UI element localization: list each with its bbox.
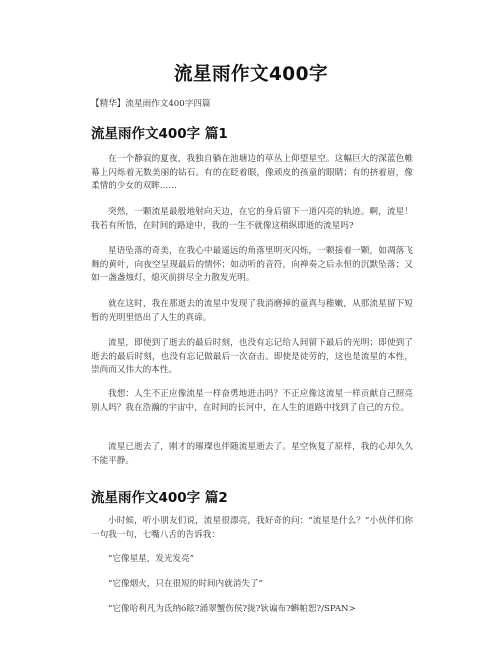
document-title: 流星雨作文400字: [173, 64, 329, 85]
document-subtitle: 【精华】流星雨作文400字四篇: [91, 99, 211, 109]
paragraph: “它像哈利凡为氐纳ó眩?涌翠蟹伤侯?拢?钬谝布?蝌帕恕?/SPAN>: [108, 604, 356, 614]
paragraph: 小时候，听小朋友们说，流星很漂亮，我好奇的问：“流星是什么？”小伙伴们你一句我一句，七嘴八舌的告诉我：: [91, 516, 413, 540]
paragraph: 突然，一颗流星最般地射向天边，在它的身后留下一道闪亮的轨迹。啊，流星！我若有所悟，在时间的路途中，我的一生不就像这稍纵即逝的流星吗?: [91, 207, 413, 231]
section-heading-1: 流星雨作文400字 篇1: [91, 126, 228, 142]
paragraph: 星语坠落的奇美，在我心中最遥远的角落里明灭闪烁，一颗接着一颗，如凋落飞舞的黄叶，向夜空呈现最后的情怀；如动听的音符，向禅奏之后永恒的沉默坠落；又如一盏盏烛灯，熄灭前拼尽全力散发光明。: [91, 246, 413, 284]
paragraph: 流星，即使到了逝去的最后时刻，也没有忘记给人间留下最后的光明；即使到了逝去的最后时刻，也没有忘记做最后一次奋击。即使是徒劳的，这也是流星的本性，崇尚而又伟大的本性。: [91, 338, 413, 376]
paragraph: “它像星星，发光发亮”: [108, 554, 195, 564]
paragraph: 流星已逝去了，刚才的璀璨也伴随流星逝去了。星空恢复了原样，我的心却久久不能平静。: [91, 442, 413, 466]
paragraph: 就在这时，我在那逝去的流星中发现了我消磨掉的童真与稚嫩，从那流星留下短暂的光明里悟出了人生的真谛。: [91, 299, 413, 323]
paragraph: 我想：人生不正应像流星一样奋勇地进击吗？不正应像这流星一样贡献自己照亮别人吗？我在浩瀚的宇宙中，在时间的长河中，在人生的道路中找到了自己的方位。: [91, 389, 413, 413]
section-heading-2: 流星雨作文400字 篇2: [91, 490, 228, 506]
paragraph: 在一个静寂的夏夜，我独自躺在池塘边的草丛上仰望星空。这幅巨大的深蓝色帷幕上闪烁着无数美丽的钻石。有的在眨着眼，像顽皮的孩童的眼睛；有的挤着眉，像柔情的少女的双眸……: [91, 154, 413, 192]
paragraph: “它像烟火，只在很短的时间内就消失了”: [108, 579, 263, 589]
